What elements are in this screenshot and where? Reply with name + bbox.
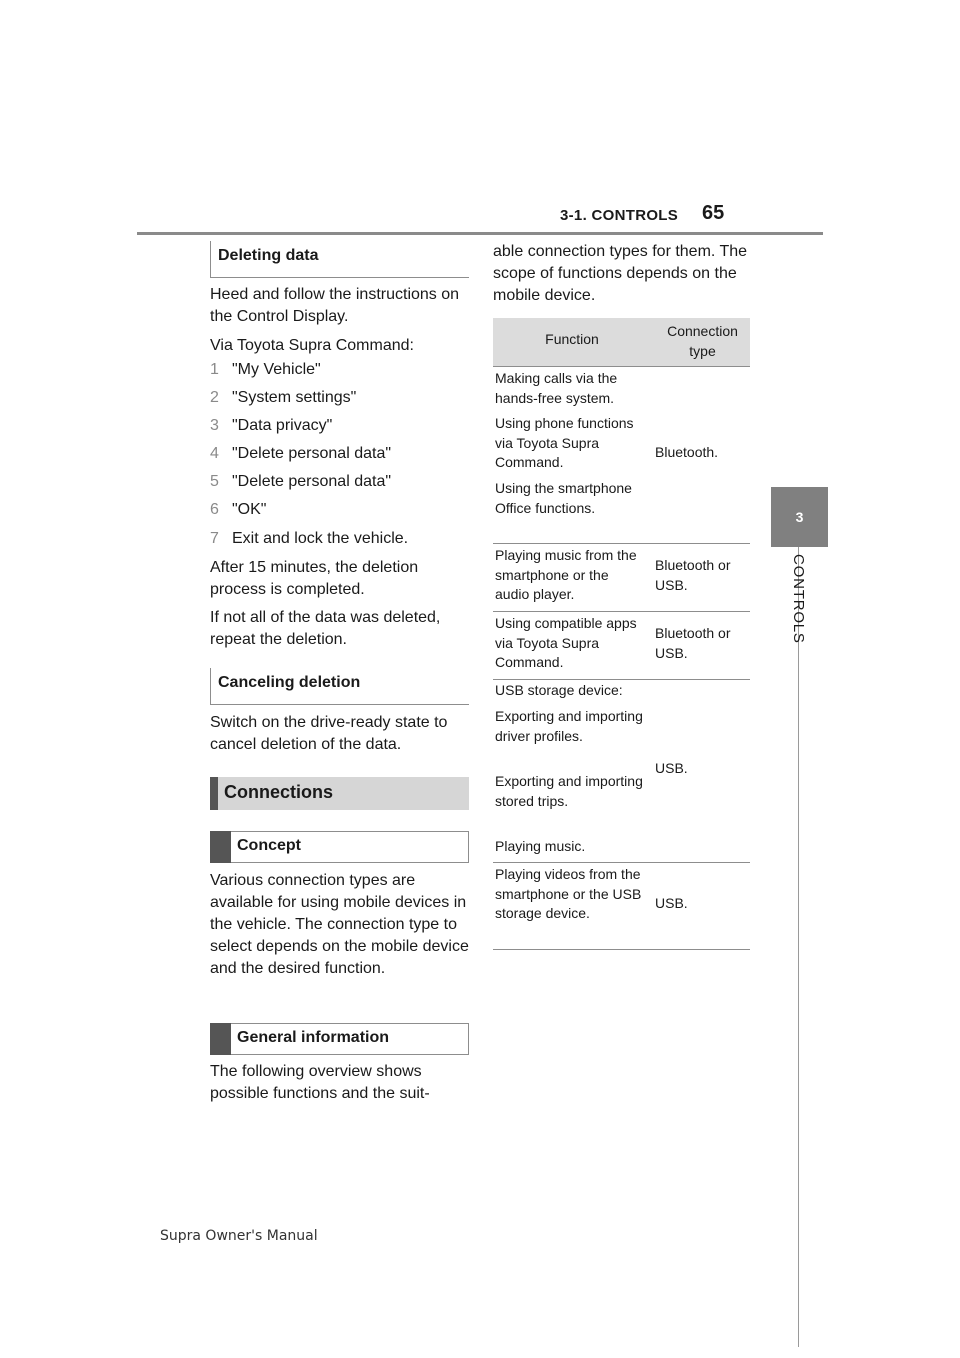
table-cell-function: USB storage device: [495, 682, 623, 698]
section-title: 3-1. CONTROLS [560, 207, 679, 224]
right-intro: able connection types for them. The scope of functions depends on the mobile device. [493, 243, 748, 304]
step-item: 5 "Delete personal data" [210, 473, 392, 490]
table-cell-function: Exporting and importing stored trips. [495, 773, 643, 809]
connections-heading: Connections [210, 777, 469, 810]
table-cell-function: Playing videos from the smartphone or the USB storage device. [495, 866, 642, 921]
step-item: 7 Exit and lock the vehicle. [210, 530, 409, 547]
table-cell-function: Using the smartphone Office functions. [495, 480, 632, 516]
step-item: 4 "Delete personal data" [210, 445, 392, 462]
table-row-rule [493, 611, 750, 612]
table-row-rule [493, 543, 750, 544]
table-cell-function: Using phone functions via Toyota Supra Command. [495, 415, 634, 470]
canceling-text: Switch on the drive-ready state to cancel deletion of the data. [210, 714, 448, 753]
chapter-label: CONTROLS [790, 554, 807, 644]
footer-text: Supra Owner's Manual [160, 1228, 318, 1244]
table-cell-connection: Bluetooth. [655, 444, 719, 460]
step-item: 2 "System settings" [210, 389, 357, 406]
not-all-text: If not all of the data was deleted, repeat the deletion. [210, 609, 441, 648]
table-row-rule [493, 679, 750, 680]
table-header-function: Function [493, 318, 651, 366]
table-row-rule [493, 862, 750, 863]
concept-text: Various connection types are available for using mobile devices in the vehicle. The connection type to select depends on the mobile device and the desired function. [210, 872, 469, 977]
chapter-number: 3 [795, 509, 804, 525]
step-item: 6 "OK" [210, 501, 267, 518]
table-cell-connection: Bluetooth or USB. [655, 557, 731, 593]
table-cell-connection: Bluetooth or USB. [655, 625, 731, 661]
table-cell-connection: USB. [655, 760, 688, 776]
table-cell-connection: USB. [655, 895, 688, 911]
table-row-rule [493, 949, 750, 950]
page-number: 65 [702, 202, 725, 224]
step-item: 1 "My Vehicle" [210, 361, 321, 378]
table-cell-function: Making calls via the hands-free system. [495, 370, 618, 406]
chapter-tab [771, 487, 828, 547]
deleting-data-heading: Deleting data [210, 241, 469, 278]
deleting-intro: Heed and follow the instructions on the Control Display. [210, 286, 460, 325]
general-info-heading: General information [210, 1023, 469, 1055]
general-text: The following overview shows possible functions and the suit- [210, 1063, 430, 1102]
via-command-text: Via Toyota Supra Command: [210, 337, 414, 354]
table-header-rule [493, 366, 750, 367]
table-cell-function: Playing music. [495, 838, 586, 854]
table-cell-function: Exporting and importing driver profiles. [495, 708, 643, 744]
canceling-deletion-heading: Canceling deletion [210, 668, 469, 705]
table-cell-function: Playing music from the smartphone or the audio player. [495, 547, 637, 602]
step-item: 3 "Data privacy" [210, 417, 333, 434]
table-cell-function: Using compatible apps via Toyota Supra Command. [495, 615, 637, 670]
concept-heading: Concept [210, 831, 469, 863]
header-divider [137, 232, 823, 235]
after-15-text: After 15 minutes, the deletion process is completed. [210, 559, 419, 598]
table-header-connection: Connection type [651, 318, 750, 366]
chapter-tab-line [798, 547, 799, 1347]
